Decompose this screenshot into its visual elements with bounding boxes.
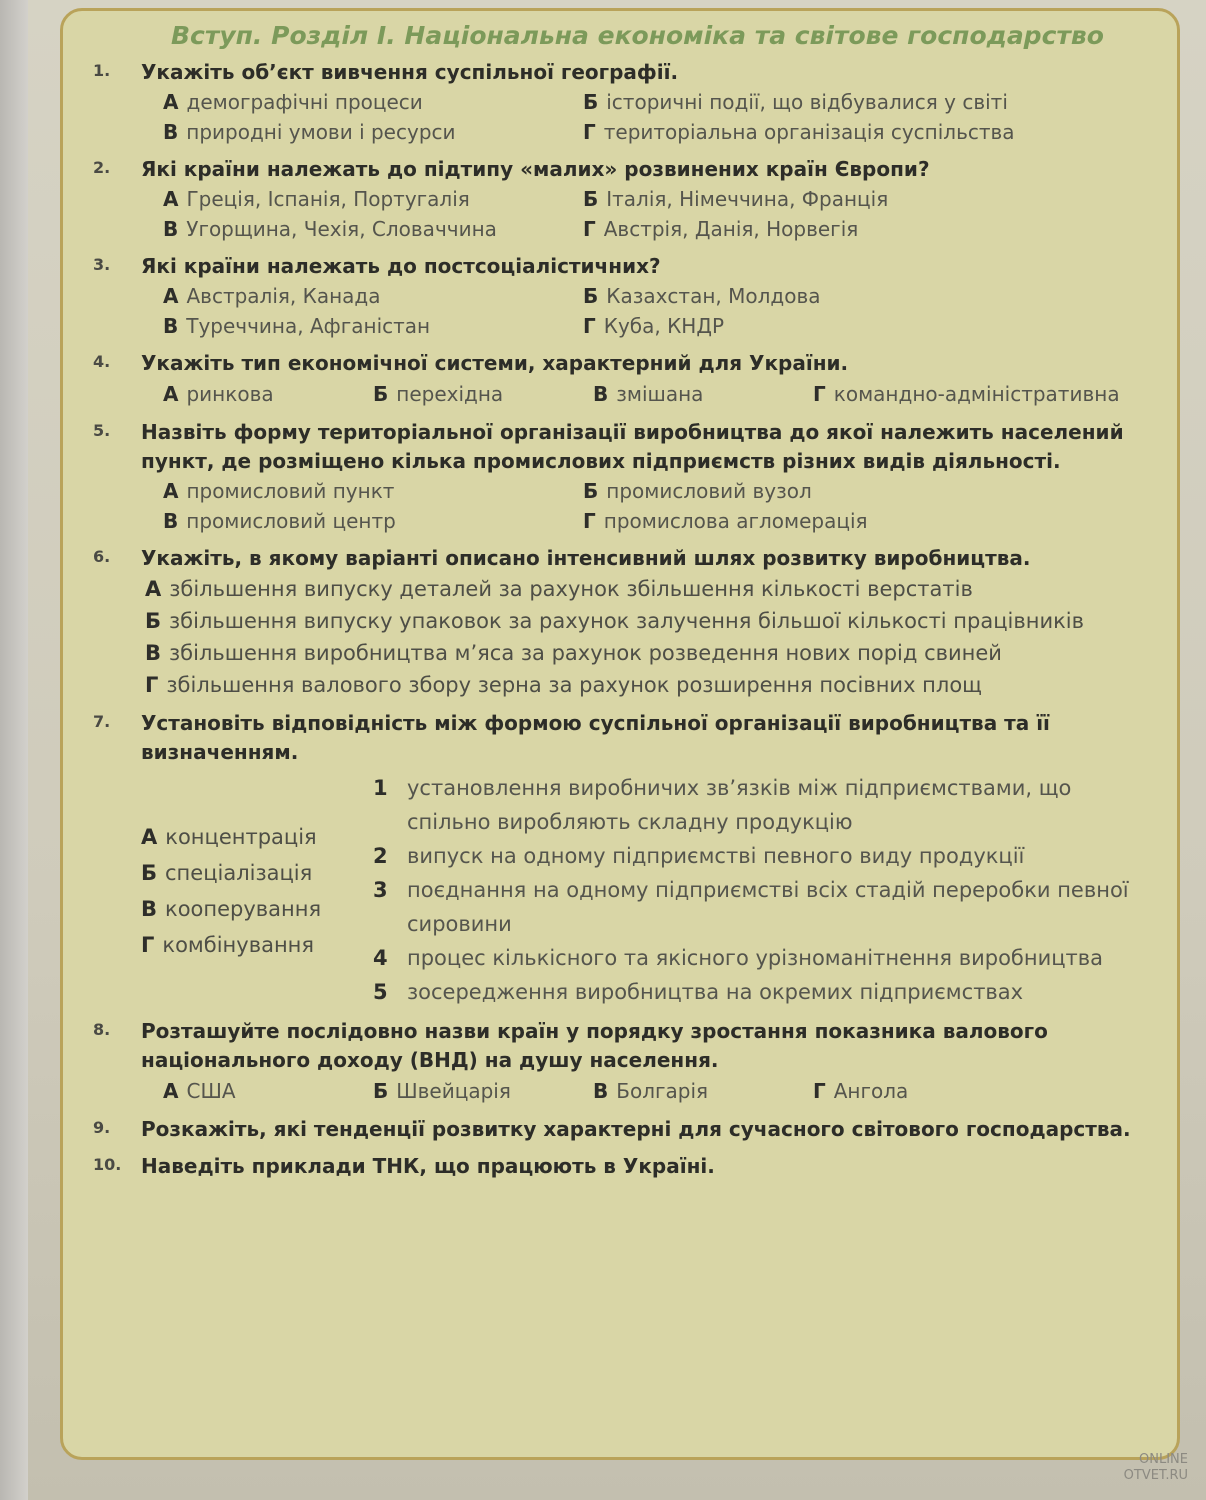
option-a: А демографічні процеси xyxy=(163,90,423,114)
option-b: Б Італія, Німеччина, Франція xyxy=(583,187,889,211)
term-g: Г комбінування xyxy=(141,933,315,957)
option-g: Г Куба, КНДР xyxy=(583,314,725,338)
definition-5: 5 зосередження виробництва на окремих підприємствах xyxy=(373,980,1024,1004)
question-9 xyxy=(93,1115,1155,1144)
definition-4: 4 процес кількісного та якісного урізноманітнення виробництва xyxy=(373,946,1104,970)
question-text: Які країни належать до постсоціалістичних? xyxy=(141,254,661,278)
answer-options xyxy=(141,476,1155,536)
option-a: А ринкова xyxy=(163,382,274,406)
question-text: Укажіть об’єкт вивчення суспільної географії. xyxy=(141,60,679,84)
chapter-title: Вступ. Розділ І. Національна економіка та світове господарство xyxy=(171,21,1104,50)
question-6 xyxy=(93,544,1155,701)
option-a: А збільшення випуску деталей за рахунок збільшення кількості верстатів xyxy=(145,577,973,601)
question-number: 8. xyxy=(93,1020,111,1039)
option-a: А Австралія, Канада xyxy=(163,284,381,308)
option-g: Г промислова агломерація xyxy=(583,509,868,533)
question-8 xyxy=(93,1017,1155,1107)
option-a: А США xyxy=(163,1079,236,1103)
question-number: 7. xyxy=(93,712,111,731)
option-b: Б Швейцарія xyxy=(373,1079,511,1103)
option-a: А Греція, Іспанія, Португалія xyxy=(163,187,470,211)
question-number: 4. xyxy=(93,352,111,371)
term-b: Б спеціалізація xyxy=(141,861,313,885)
option-g: Г Австрія, Данія, Норвегія xyxy=(583,217,859,241)
option-g: Г командно-адміністративна xyxy=(813,382,1120,406)
question-number: 3. xyxy=(93,255,111,274)
question-number: 10. xyxy=(93,1155,122,1174)
option-g: Г територіальна організація суспільства xyxy=(583,120,1015,144)
book-page xyxy=(28,0,1206,1500)
question-text: Укажіть, в якому варіанті описано інтенсивний шлях розвитку виробництва. xyxy=(141,546,1031,570)
question-text: Які країни належать до підтипу «малих» розвинених країн Європи? xyxy=(141,157,930,181)
option-b: Б історичні події, що відбувалися у світі xyxy=(583,90,1008,114)
option-g: Г Ангола xyxy=(813,1079,909,1103)
term-a: А концентрація xyxy=(141,825,317,849)
question-text: Укажіть тип економічної системи, характерний для України. xyxy=(141,351,849,375)
definition-2: 2 випуск на одному підприємстві певного виду продукції xyxy=(373,844,1025,868)
option-b: Б перехідна xyxy=(373,382,504,406)
question-text: Назвіть форму територіальної організації виробництва до якої належить населений пункт, де розміщено кілька промислових підприємств різних видів діяльності. xyxy=(141,420,1124,473)
question-number: 1. xyxy=(93,61,111,80)
answer-options xyxy=(141,573,1155,701)
option-v: В промисловий центр xyxy=(163,509,396,533)
answer-options xyxy=(141,378,1155,410)
match-definitions xyxy=(373,771,1155,1009)
option-v: В Угорщина, Чехія, Словаччина xyxy=(163,217,497,241)
match-terms xyxy=(141,771,373,1009)
question-text: Розташуйте послідовно назви країн у порядку зростання показника валового національного доходу (ВНД) на душу населення. xyxy=(141,1019,1048,1072)
question-1 xyxy=(93,58,1155,147)
question-text: Наведіть приклади ТНК, що працюють в Україні. xyxy=(141,1154,715,1178)
term-v: В кооперування xyxy=(141,897,322,921)
matching-table xyxy=(141,771,1155,1009)
answer-options xyxy=(141,87,1155,147)
option-b: Б промисловий вузол xyxy=(583,479,812,503)
question-number: 5. xyxy=(93,421,111,440)
definition-1: 1 установлення виробничих зв’язків між підприємствами, що спільно виробляють складну продукцію xyxy=(373,776,1072,834)
option-b: Б Казахстан, Молдова xyxy=(583,284,821,308)
answer-options xyxy=(141,1075,1155,1107)
question-4 xyxy=(93,349,1155,410)
site-watermark: ONLINE OTVET.RU xyxy=(1123,1452,1188,1483)
question-text: Установіть відповідність між формою суспільної організації виробництва та її визначенням. xyxy=(141,711,1050,764)
question-10 xyxy=(93,1152,1155,1181)
option-v: В Болгарія xyxy=(593,1079,709,1103)
answer-options xyxy=(141,281,1155,341)
question-text: Розкажіть, які тенденції розвитку характерні для сучасного світового господарства. xyxy=(141,1117,1131,1141)
option-v: В природні умови і ресурси xyxy=(163,120,456,144)
question-number: 9. xyxy=(93,1118,111,1137)
definition-3: 3 поєднання на одному підприємстві всіх стадій переробки певної сировини xyxy=(373,878,1129,936)
question-number: 6. xyxy=(93,547,111,566)
option-v: В збільшення виробництва м’яса за рахунок розведення нових порід свиней xyxy=(145,641,1002,665)
question-3 xyxy=(93,252,1155,341)
option-b: Б збільшення випуску упаковок за рахунок залучення більшої кількості працівників xyxy=(145,609,1085,633)
question-2 xyxy=(93,155,1155,244)
option-a: А промисловий пункт xyxy=(163,479,395,503)
question-5 xyxy=(93,418,1155,536)
answer-options xyxy=(141,184,1155,244)
test-panel xyxy=(60,8,1180,1460)
question-number: 2. xyxy=(93,158,111,177)
question-7 xyxy=(93,709,1155,1009)
option-v: В змішана xyxy=(593,382,704,406)
option-g: Г збільшення валового збору зерна за рахунок розширення посівних площ xyxy=(145,673,982,697)
option-v: В Туреччина, Афганістан xyxy=(163,314,431,338)
